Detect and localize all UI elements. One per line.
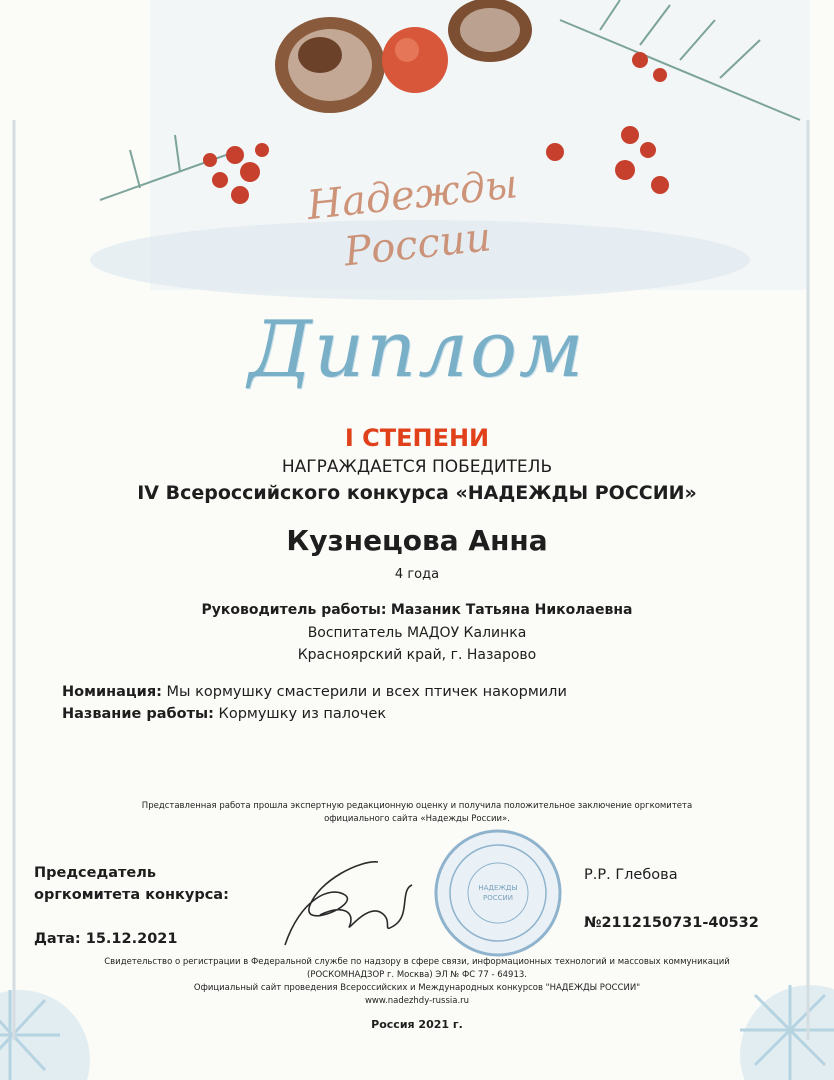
issue-date: Дата: 15.12.2021 (34, 931, 178, 947)
degree-label: I СТЕПЕНИ (344, 424, 490, 452)
awarded-line: НАГРАЖДАЕТСЯ ПОБЕДИТЕЛЬ (281, 457, 553, 477)
document-number: №2112150731-40532 (584, 915, 759, 931)
country-year: Россия 2021 г. (371, 1018, 463, 1031)
pomegranate (382, 27, 448, 93)
review-note-line-1: Представленная работа прошла экспертную редакционную оценку и получила положительное заключение оргкомитета (141, 801, 693, 811)
chair-label-line-1: Председатель (34, 865, 157, 881)
leader-line (0, 602, 834, 618)
nomination-label: Номинация: (62, 684, 162, 700)
work-title-label: Название работы: (62, 706, 214, 722)
pine-cone-left (275, 17, 385, 113)
leader-name: Мазаник Татьяна Николаевна (390, 602, 633, 618)
winner-name: Кузнецова Анна (286, 524, 548, 557)
registration-note (0, 956, 834, 1008)
nomination-line (62, 684, 567, 700)
logo-line-1: Надежды (304, 161, 520, 230)
registration-line-3: Официальный сайт проведения Всероссийских и Международных конкурсов "НАДЕЖДЫ РОССИИ" (193, 983, 641, 993)
contest-line: IV Всероссийского конкурса «НАДЕЖДЫ РОССИИ» (137, 482, 697, 504)
registration-line-1: Свидетельство о регистрации в Федеральной службе по надзору в сфере связи, информационных технологий и массовых коммуникаций (104, 957, 730, 967)
logo-line-2: России (341, 214, 494, 276)
leader-position: Воспитатель МАДОУ Калинка (307, 625, 527, 641)
pine-cone-right (448, 0, 532, 62)
work-title-line (62, 706, 386, 722)
nomination-value: Мы кормушку смастерили и всех птичек накормили (166, 684, 567, 700)
round-stamp (436, 831, 560, 955)
leader-region: Красноярский край, г. Назарово (297, 647, 537, 663)
registration-line-4: www.nadezhdy-russia.ru (364, 996, 470, 1006)
registration-line-2: (РОСКОМНАДЗОР г. Москва) ЭЛ № ФС 77 - 64913. (307, 970, 527, 980)
signature (285, 862, 412, 945)
chair-label (34, 862, 229, 906)
signer-name: Р.Р. Глебова (584, 867, 678, 883)
chair-label-line-2: оргкомитета конкурса: (34, 887, 229, 903)
review-note (0, 800, 834, 826)
winner-age: 4 года (394, 567, 440, 582)
svg-text:РОССИИ: РОССИИ (483, 894, 513, 902)
leader-label: Руководитель работы: (201, 602, 387, 618)
diploma-title: Диплом (248, 305, 586, 395)
review-note-line-2: официального сайта «Надежды России». (324, 814, 510, 824)
work-title-value: Кормушку из палочек (218, 706, 387, 722)
svg-text:НАДЕЖДЫ: НАДЕЖДЫ (478, 884, 518, 892)
